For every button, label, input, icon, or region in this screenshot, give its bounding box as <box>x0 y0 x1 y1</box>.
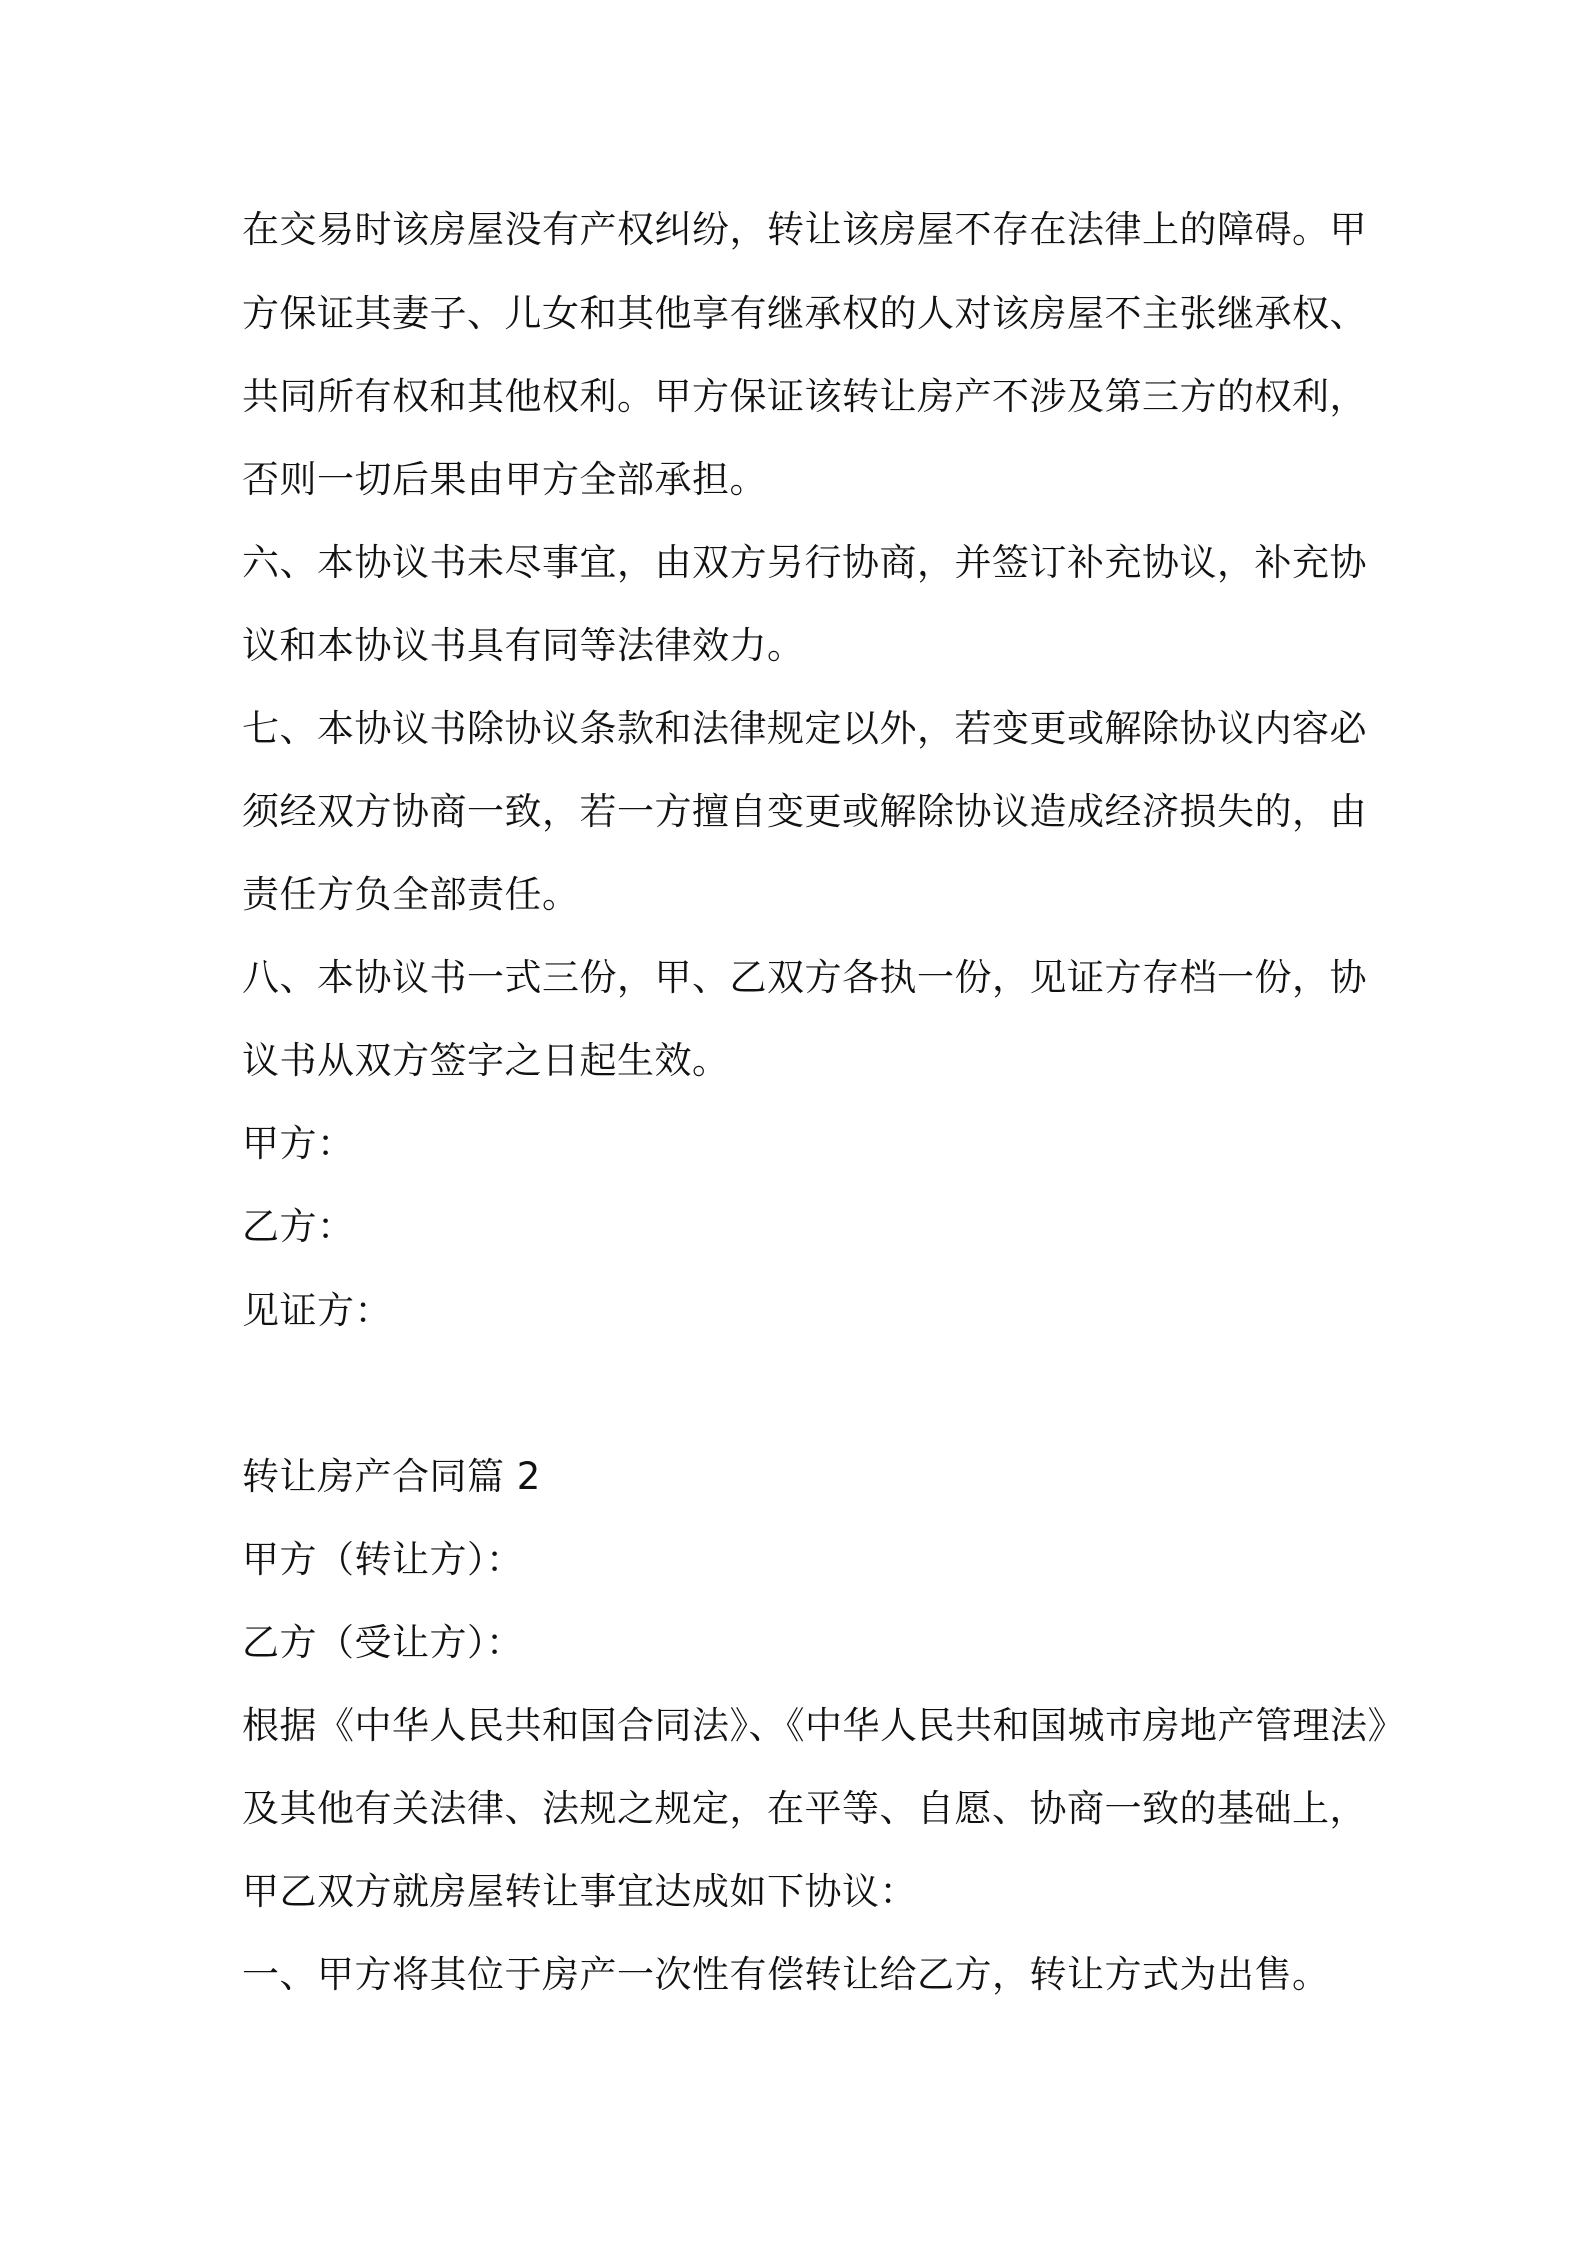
witness-signature: 见证方： <box>242 1289 392 1332</box>
preamble-line-3: 甲乙双方就房屋转让事宜达成如下协议： <box>242 1870 917 1913</box>
party-a-signature: 甲方： <box>242 1122 355 1165</box>
clause-1-line-1: 一、甲方将其位于房产一次性有偿转让给乙方，转让方式为出售。 <box>242 1953 1330 1996</box>
party-a-transferor: 甲方（转让方）： <box>242 1538 524 1581</box>
clause-6-line-2: 议和本协议书具有同等法律效力。 <box>242 624 805 667</box>
clause-8-line-1: 八、本协议书一式三份，甲、乙双方各执一份，见证方存档一份，协 <box>242 956 1367 999</box>
preamble-line-2: 及其他有关法律、法规之规定，在平等、自愿、协商一致的基础上， <box>242 1787 1367 1830</box>
preamble-line-1: 根据《中华人民共和国合同法》、《中华人民共和国城市房地产管理法》 <box>242 1704 1405 1747</box>
paragraph-5-line-4: 否则一切后果由甲方全部承担。 <box>242 458 767 501</box>
clause-6-line-1: 六、本协议书未尽事宜，由双方另行协商，并签订补充协议，补充协 <box>242 541 1367 584</box>
clause-7-line-2: 须经双方协商一致，若一方擅自变更或解除协议造成经济损失的，由 <box>242 790 1367 833</box>
clause-7-line-1: 七、本协议书除协议条款和法律规定以外，若变更或解除协议内容必 <box>242 707 1367 750</box>
section-title: 转让房产合同篇 2 <box>242 1455 541 1498</box>
party-b-signature: 乙方： <box>242 1205 355 1248</box>
clause-7-line-3: 责任方负全部责任。 <box>242 873 580 916</box>
party-b-transferee: 乙方（受让方）： <box>242 1621 524 1664</box>
paragraph-5-line-3: 共同所有权和其他权利。甲方保证该转让房产不涉及第三方的权利， <box>242 375 1367 418</box>
paragraph-5-line-2: 方保证其妻子、儿女和其他享有继承权的人对该房屋不主张继承权、 <box>242 292 1367 335</box>
clause-8-line-2: 议书从双方签字之日起生效。 <box>242 1039 730 1082</box>
paragraph-5-line-1: 在交易时该房屋没有产权纠纷，转让该房屋不存在法律上的障碍。甲 <box>242 208 1367 251</box>
